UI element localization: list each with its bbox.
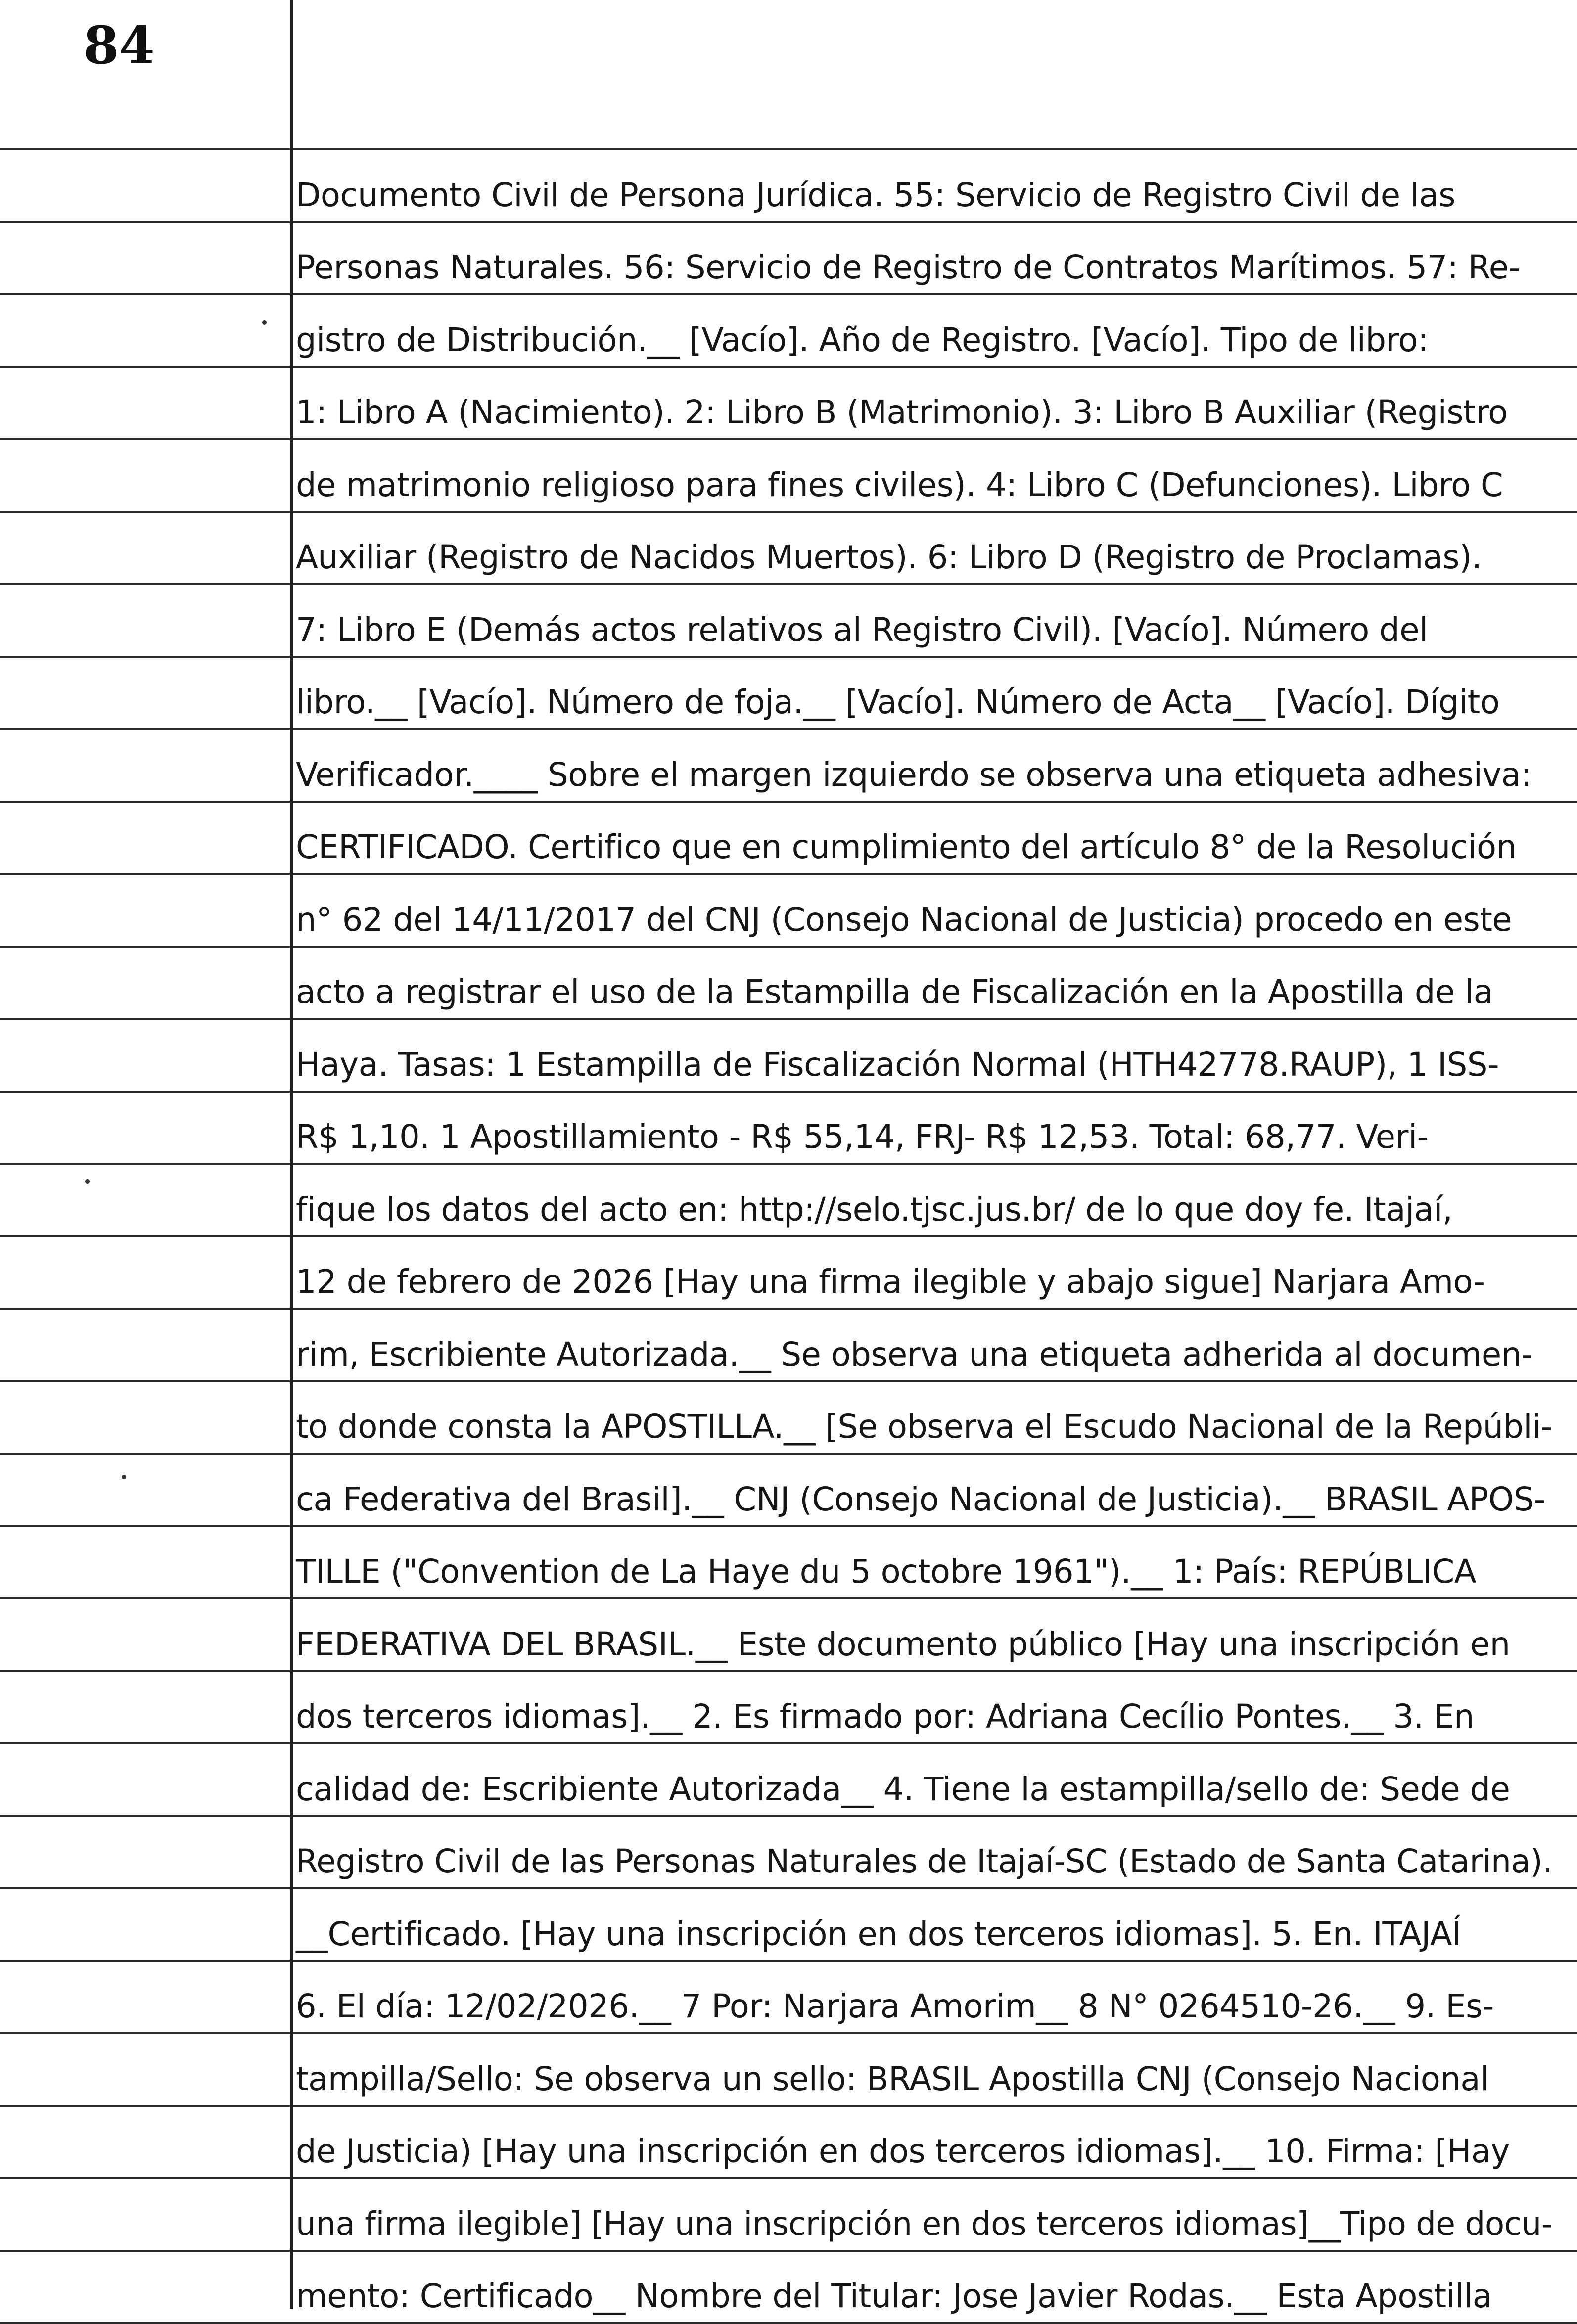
handwritten-line: Haya. Tasas: 1 Estampilla de Fiscalización Normal (HTH42778.RAUP), 1 ISS- (296, 1045, 1499, 1084)
handwritten-line: 7: Libro E (Demás actos relativos al Registro Civil). [Vacío]. Número del (296, 610, 1428, 649)
handwritten-line: n° 62 del 14/11/2017 del CNJ (Consejo Nacional de Justicia) procedo en este (296, 900, 1512, 939)
handwritten-line: CERTIFICADO. Certifico que en cumplimiento del artículo 8° de la Resolución (296, 828, 1517, 866)
handwritten-line: 12 de febrero de 2026 [Hay una firma ilegible y abajo sigue] Narjara Amo- (296, 1263, 1485, 1301)
handwritten-line: acto a registrar el uso de la Estampilla de Fiscalización en la Apostilla de la (296, 973, 1493, 1011)
handwritten-line: __Certificado. [Hay una inscripción en dos terceros idiomas]. 5. En. ITAJAÍ (296, 1914, 1461, 1953)
handwritten-line: Registro Civil de las Personas Naturales de Itajaí-SC (Estado de Santa Catarina). (296, 1842, 1553, 1880)
handwritten-line: fique los datos del acto en: http://selo.tjsc.jus.br/ de lo que doy fe. Itajaí, (296, 1190, 1453, 1229)
handwritten-line: libro.__ [Vacío]. Número de foja.__ [Vacío]. Número de Acta__ [Vacío]. Dígito (296, 683, 1500, 721)
handwritten-line: R$ 1,10. 1 Apostillamiento - R$ 55,14, FRJ- R$ 12,53. Total: 68,77. Veri- (296, 1118, 1429, 1156)
handwritten-line: TILLE ("Convention de La Haye du 5 octobre 1961").__ 1: País: REPÚBLICA (296, 1552, 1477, 1591)
ruled-line (0, 2322, 1577, 2324)
handwritten-line: de Justicia) [Hay una inscripción en dos terceros idiomas].__ 10. Firma: [Hay (296, 2132, 1510, 2170)
handwritten-line: tampilla/Sello: Se observa un sello: BRASIL Apostilla CNJ (Consejo Nacional (296, 2059, 1489, 2098)
handwritten-line: mento: Certificado__ Nombre del Titular: Jose Javier Rodas.__ Esta Apostilla (296, 2277, 1492, 2315)
handwritten-line: 6. El día: 12/02/2026.__ 7 Por: Narjara Amorim__ 8 N° 0264510-26.__ 9. Es- (296, 1987, 1494, 2025)
page-number: 84 (83, 15, 155, 76)
handwritten-line: gistro de Distribución.__ [Vacío]. Año de Registro. [Vacío]. Tipo de libro: (296, 320, 1429, 359)
handwritten-line: to donde consta la APOSTILLA.__ [Se observa el Escudo Nacional de la Repúbli- (296, 1408, 1552, 1446)
handwritten-line: Documento Civil de Persona Jurídica. 55: Servicio de Registro Civil de las (296, 176, 1455, 214)
handwritten-line: rim, Escribiente Autorizada.__ Se observa una etiqueta adherida al documen- (296, 1335, 1533, 1373)
handwritten-line: 1: Libro A (Nacimiento). 2: Libro B (Matrimonio). 3: Libro B Auxiliar (Registro (296, 393, 1508, 431)
handwritten-line: Auxiliar (Registro de Nacidos Muertos). 6: Libro D (Registro de Proclamas). (296, 538, 1482, 576)
handwritten-line: Verificador.____ Sobre el margen izquierdo se observa una etiqueta adhesiva: (296, 755, 1531, 794)
handwritten-line: Personas Naturales. 56: Servicio de Registro de Contratos Marítimos. 57: Re- (296, 248, 1520, 286)
handwritten-line: una firma ilegible] [Hay una inscripción en dos terceros idiomas]__Tipo de docu- (296, 2204, 1553, 2243)
handwritten-line: de matrimonio religioso para fines civiles). 4: Libro C (Defunciones). Libro C (296, 465, 1503, 504)
handwritten-line: calidad de: Escribiente Autorizada__ 4. Tiene la estampilla/sello de: Sede de (296, 1770, 1510, 1808)
handwritten-line: dos terceros idiomas].__ 2. Es firmado por: Adriana Cecílio Pontes.__ 3. En (296, 1697, 1475, 1735)
handwritten-line: FEDERATIVA DEL BRASIL.__ Este documento público [Hay una inscripción en (296, 1625, 1510, 1663)
handwritten-line: ca Federativa del Brasil].__ CNJ (Consejo Nacional de Justicia).__ BRASIL APOS- (296, 1480, 1546, 1518)
